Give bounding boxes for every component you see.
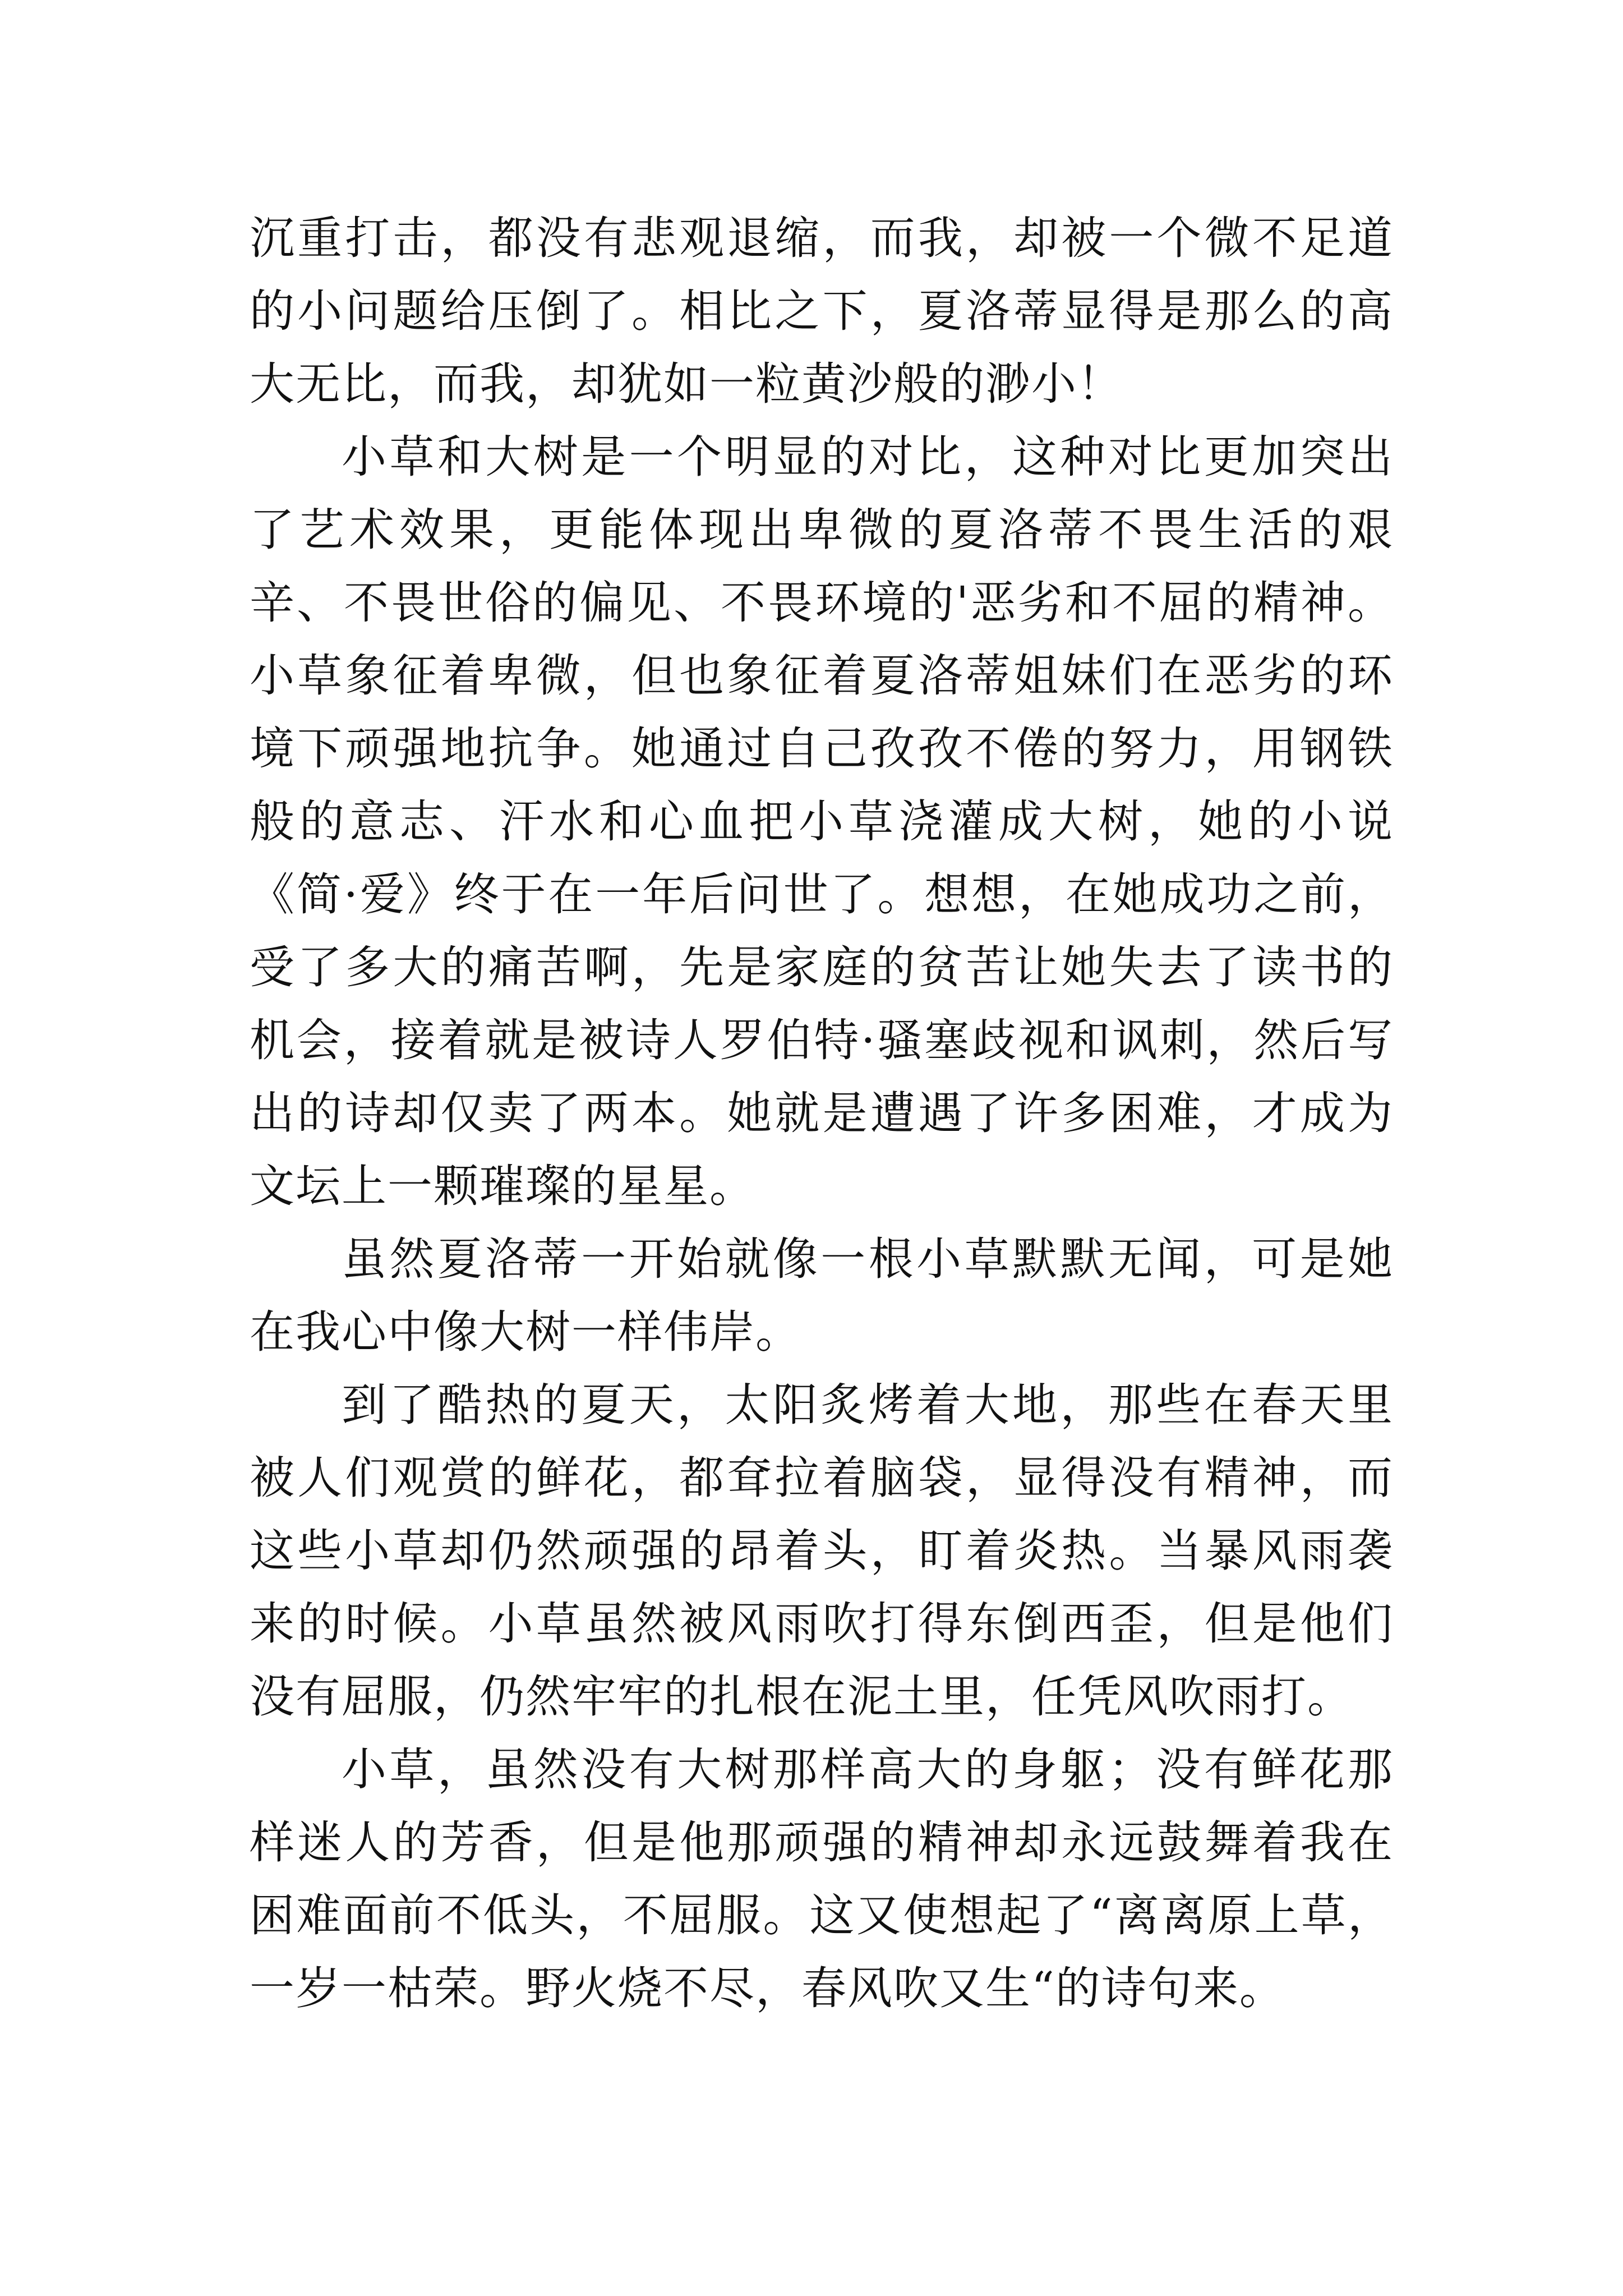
paragraph-contrast: 小草和大树是一个明显的对比，这种对比更加突出了艺术效果，更能体现出卑微的夏洛蒂不畏生活的艰辛、不畏世俗的偏见、不畏环境的'恶劣和不屈的精神。小草象征着卑微，但也象征着夏洛蒂姐妹们在恶劣的环境下顽强地抗争。她通过自己孜孜不倦的努力，用钢铁般的意志、汗水和心血把小草浇灌成大树，她的小说《简·爱》终于在一年后问世了。想想，在她成功之前，受了多大的痛苦啊，先是家庭的贫苦让她失去了读书的机会，接着就是被诗人罗伯特·骚塞歧视和讽刺，然后写出的诗却仅卖了两本。她就是遭遇了许多困难，才成为文坛上一颗璀璨的星星。 (250, 431, 1394, 1212)
paragraph-summer: 到了酷热的夏天，太阳炙烤着大地，那些在春天里被人们观赏的鲜花，都耷拉着脑袋，显得没有精神，而这些小草却仍然顽强的昂着头，盯着炎热。当暴风雨袭来的时候。小草虽然被风雨吹打得东倒西歪，但是他们没有屈服，仍然牢牢的扎根在泥土里，任凭风吹雨打。 (250, 1379, 1394, 1723)
paragraph-continued: 沉重打击，都没有悲观退缩，而我，却被一个微不足道的小问题给压倒了。相比之下，夏洛蒂显得是那么的高大无比，而我，却犹如一粒黄沙般的渺小！ (250, 212, 1394, 410)
paragraph-charlotte: 虽然夏洛蒂一开始就像一根小草默默无闻，可是她在我心中像大树一样伟岸。 (250, 1233, 1394, 1358)
paragraph-conclusion: 小草，虽然没有大树那样高大的身躯；没有鲜花那样迷人的芳香，但是他那顽强的精神却永远鼓舞着我在困难面前不低头，不屈服。这又使想起了“离离原上草，一岁一枯荣。野火烧不尽，春风吹又生“的诗句来。 (250, 1743, 1394, 2014)
document-body (250, 202, 1394, 2025)
